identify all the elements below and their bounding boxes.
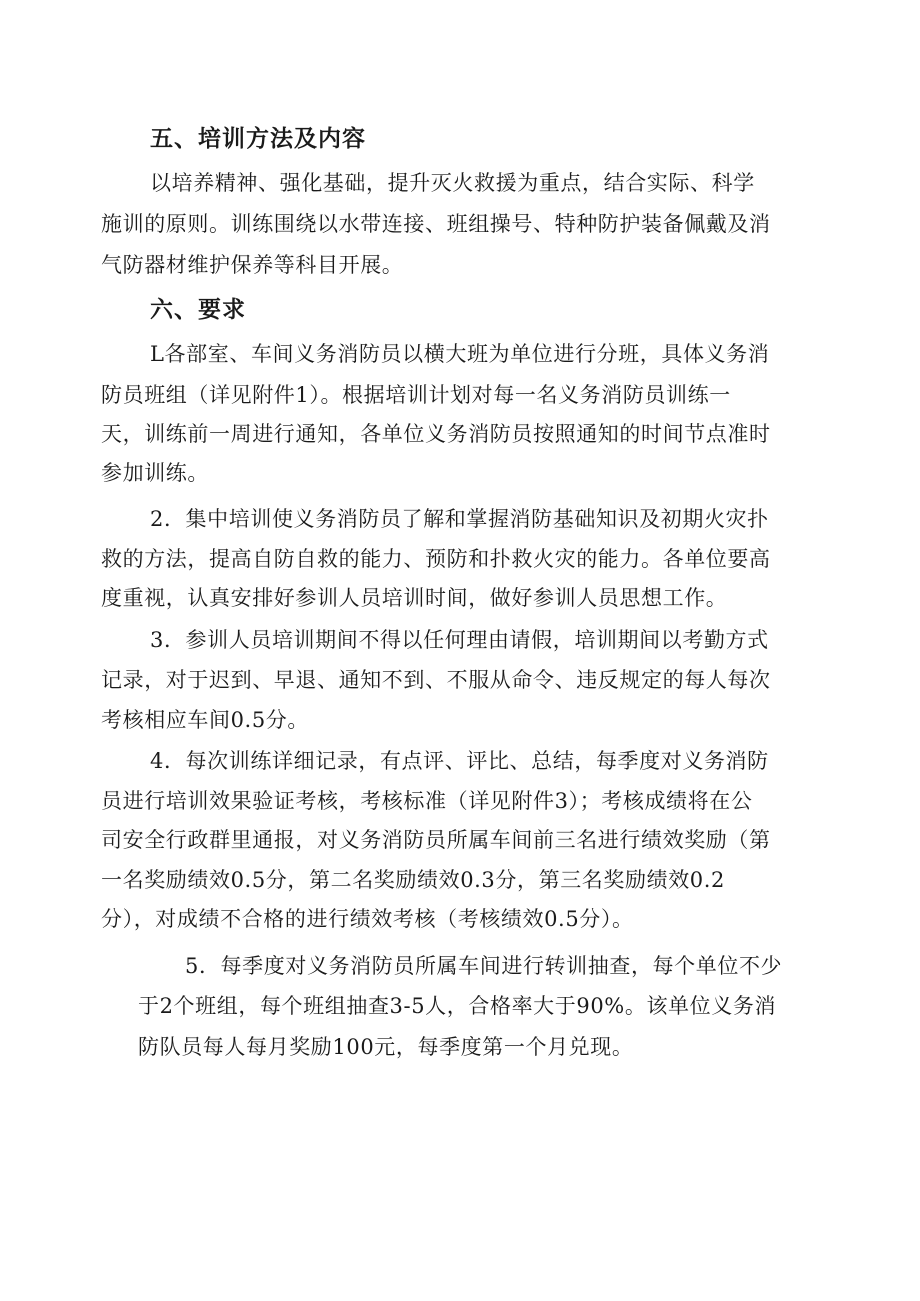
- item-2-line: 救的方法，提高自防自救的能力、预防和扑救火灾的能力。各单位要高: [101, 547, 771, 571]
- item-4-line: 一名奖励绩效0.5分，第二名奖励绩效0.3分，第三名奖励绩效0.2: [101, 868, 725, 892]
- section-6-heading: 六、要求: [150, 297, 246, 323]
- item-3-line: 3．参训人员培训期间不得以任何理由请假，培训期间以考勤方式: [150, 628, 769, 652]
- item-2-line: 2．集中培训使义务消防员了解和掌握消防基础知识及初期火灾扑: [150, 507, 769, 531]
- item-1-line: 参加训练。: [101, 461, 209, 485]
- item-3-line: 考核相应车间0.5分。: [101, 708, 309, 732]
- item-4-line: 司安全行政群里通报，对义务消防员所属车间前三名进行绩效奖励（第: [101, 828, 771, 852]
- item-4-line: 4．每次训练详细记录，有点评、评比、总结，每季度对义务消防: [150, 749, 769, 773]
- item-4-line: 分），对成绩不合格的进行绩效考核（考核绩效0.5分）。: [101, 907, 634, 931]
- item-5-line: 防队员每人每月奖励100元，每季度第一个月兑现。: [138, 1035, 634, 1059]
- section-5-heading: 五、培训方法及内容: [150, 126, 366, 152]
- item-4-line: 员进行培训效果验证考核，考核标准（详见附件3）；考核成绩将在公: [101, 789, 753, 813]
- section-5-line: 气防器材维护保养等科目开展。: [101, 253, 404, 277]
- item-5-line: 于2个班组，每个班组抽查3-5人，合格率大于90%。该单位义务消: [138, 994, 777, 1018]
- item-1-line: L各部室、车间义务消防员以横大班为单位进行分班，具体义务消: [150, 342, 770, 366]
- section-5-line: 以培养精神、强化基础，提升灭火救援为重点，结合实际、科学: [150, 171, 755, 195]
- section-5-line: 施训的原则。训练围绕以水带连接、班组操号、特种防护装备佩戴及消: [101, 212, 771, 236]
- item-1-line: 天，训练前一周进行通知，各单位义务消防员按照通知的时间节点准时: [101, 422, 771, 446]
- item-3-line: 记录，对于迟到、早退、通知不到、不服从命令、违反规定的每人每次: [101, 668, 771, 692]
- item-5-line: 5．每季度对义务消防员所属车间进行转训抽查，每个单位不少: [185, 954, 783, 978]
- item-2-line: 度重视，认真安排好参训人员培训时间，做好参训人员思想工作。: [101, 586, 728, 610]
- item-1-line: 防员班组（详见附件1）。根据培训计划对每一名义务消防员训练一: [101, 383, 731, 407]
